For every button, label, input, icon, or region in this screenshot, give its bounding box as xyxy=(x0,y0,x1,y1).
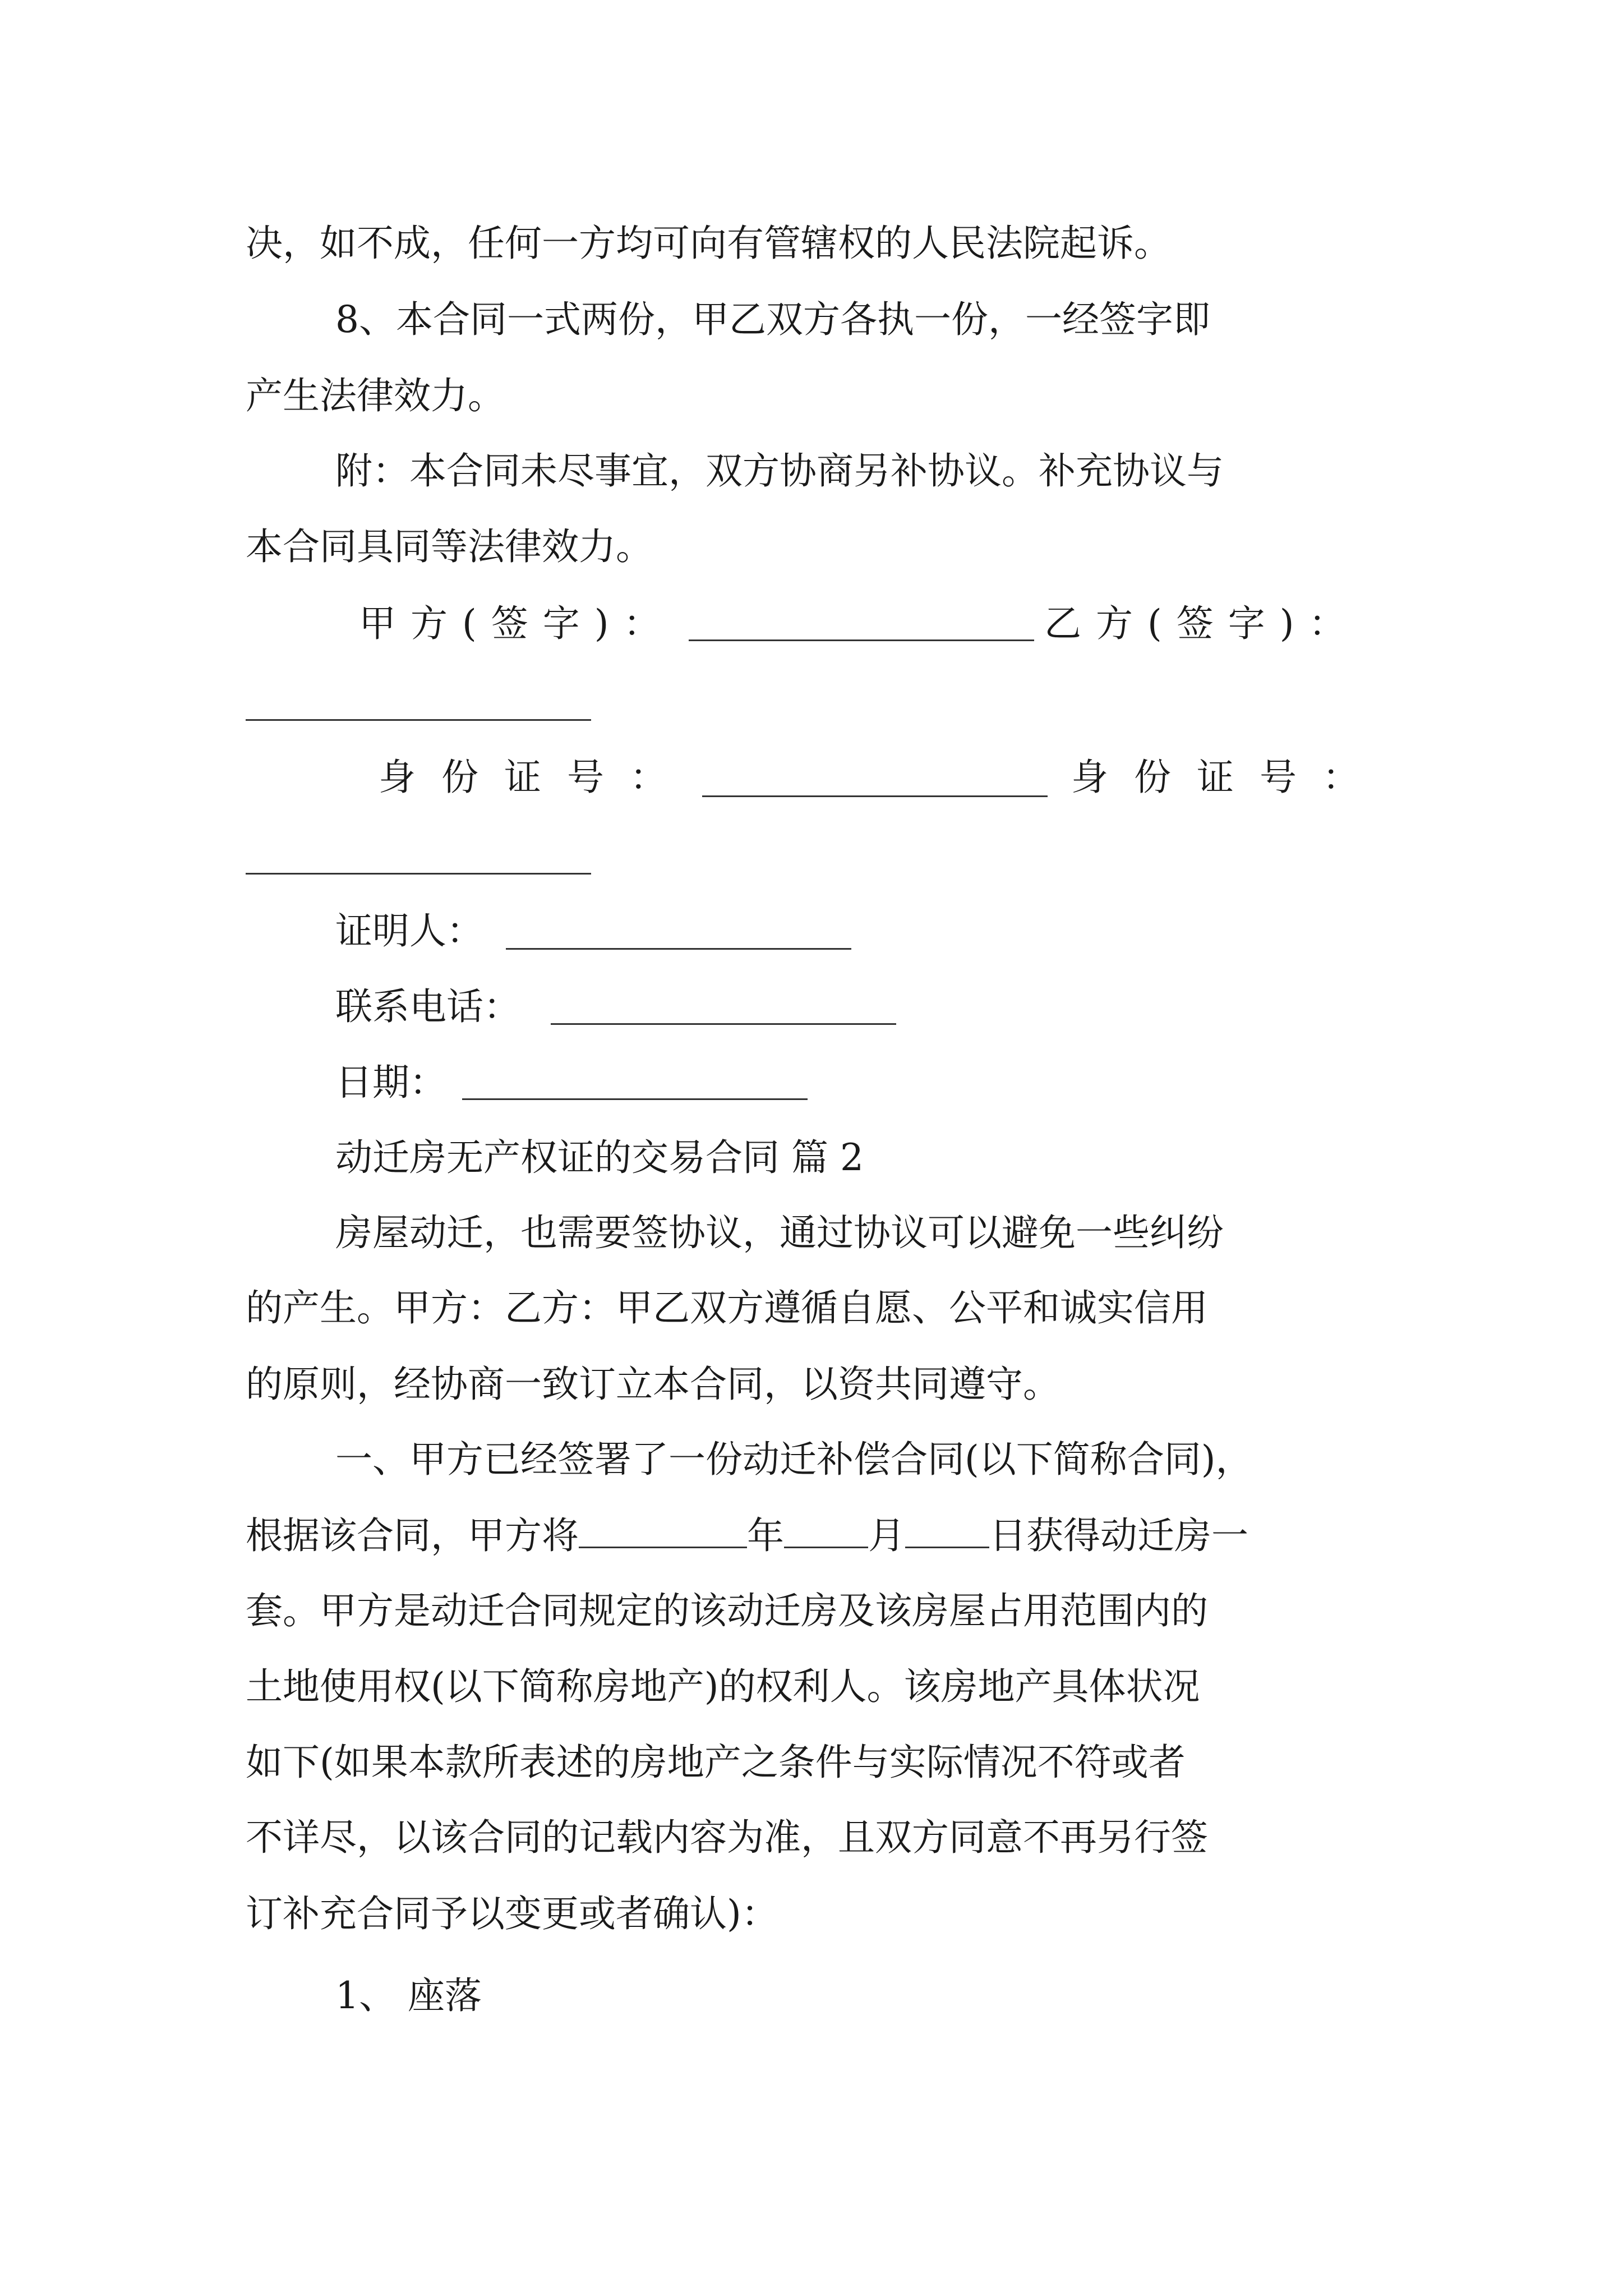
date-label: 日期： xyxy=(335,1061,446,1104)
year-label: 年 xyxy=(747,1514,784,1557)
paragraph-line: 套。甲方是动迁合同规定的该动迁房及该房屋占用范围内的 xyxy=(246,1589,1208,1632)
party-a-id-blank xyxy=(702,795,1048,797)
list-item: 1、 座落 xyxy=(335,1974,482,2017)
party-a-signature-label: 甲方(签字)： xyxy=(359,602,675,645)
date-blank xyxy=(462,1098,808,1100)
party-b-signature-blank xyxy=(246,719,591,721)
paragraph-line: 一、甲方已经签署了一份动迁补偿合同(以下简称合同)， xyxy=(335,1438,1253,1481)
paragraph-line: 土地使用权(以下简称房地产)的权利人。该房地产具体状况 xyxy=(246,1665,1200,1708)
party-a-signature-blank xyxy=(689,639,1034,641)
day-blank xyxy=(905,1514,989,1548)
paragraph-line: 本合同具同等法律效力。 xyxy=(246,525,653,568)
month-label: 月 xyxy=(868,1514,905,1557)
phone-label: 联系电话： xyxy=(335,985,520,1028)
paragraph-line: 决，如不成，任何一方均可向有管辖权的人民法院起诉。 xyxy=(246,222,1171,265)
clause-text: 根据该合同，甲方将 xyxy=(246,1514,579,1557)
witness-label: 证明人： xyxy=(335,909,483,953)
section-heading: 动迁房无产权证的交易合同 篇 2 xyxy=(335,1136,864,1179)
paragraph-line: 如下(如果本款所表述的房地产之条件与实际情况不符或者 xyxy=(246,1741,1186,1784)
paragraph-line-with-blanks xyxy=(246,1513,1248,1558)
paragraph-line: 的原则，经协商一致订立本合同，以资共同遵守。 xyxy=(246,1363,1060,1406)
party-b-id-blank xyxy=(246,873,591,875)
month-blank xyxy=(784,1514,868,1548)
clause-text: 日获得动迁房一 xyxy=(989,1514,1248,1557)
paragraph-line: 房屋动迁，也需要签协议，通过协议可以避免一些纠纷 xyxy=(335,1211,1224,1254)
witness-blank xyxy=(506,948,851,950)
year-blank xyxy=(579,1514,747,1548)
party-b-id-label: 身份证号： xyxy=(1071,756,1385,799)
phone-blank xyxy=(551,1023,896,1025)
paragraph-line: 的产生。甲方：乙方：甲乙双方遵循自愿、公平和诚实信用 xyxy=(246,1286,1208,1329)
paragraph-line: 产生法律效力。 xyxy=(246,374,505,417)
paragraph-line: 附：本合同未尽事宜，双方协商另补协议。补充协议与 xyxy=(335,449,1224,493)
party-b-signature-label: 乙方(签字)： xyxy=(1044,602,1361,645)
paragraph-line: 8、本合同一式两份，甲乙双方各执一份，一经签字即 xyxy=(335,298,1210,341)
paragraph-line: 不详尽，以该合同的记载内容为准，且双方同意不再另行签 xyxy=(246,1816,1208,1859)
paragraph-line: 订补充合同予以变更或者确认)： xyxy=(246,1892,778,1935)
party-a-id-label: 身份证号： xyxy=(379,756,693,799)
